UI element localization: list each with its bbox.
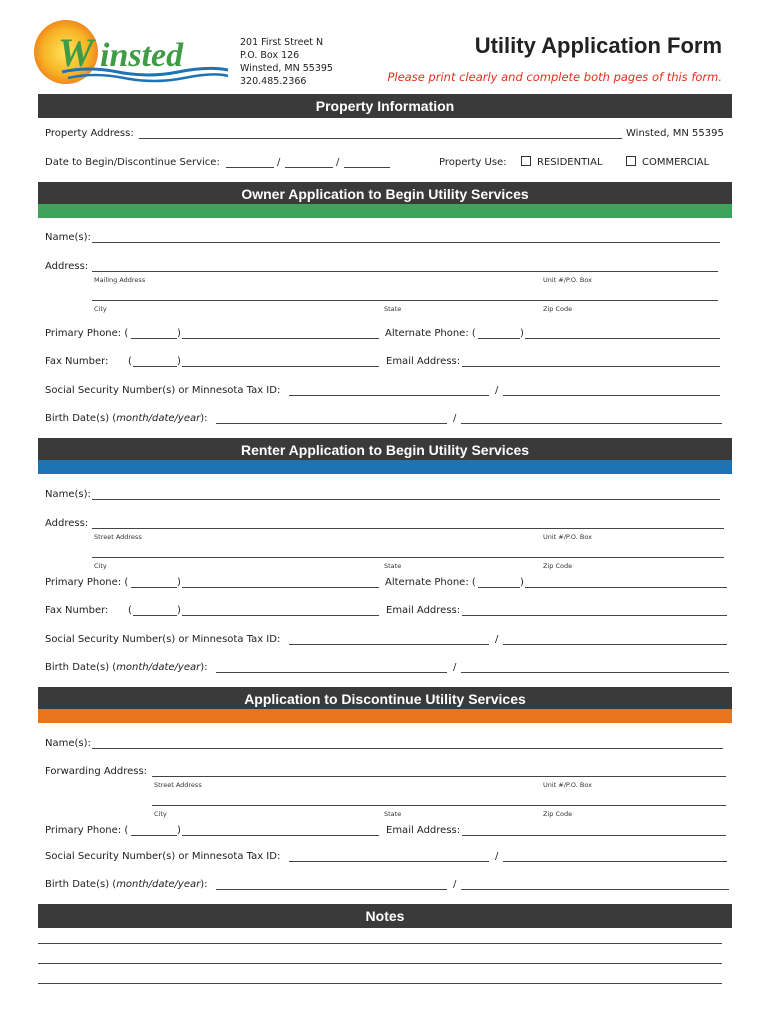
service-date-month-field[interactable] <box>226 167 274 168</box>
slash-separator: / <box>495 634 499 645</box>
state-caption: State <box>384 305 402 313</box>
svg-text:insted: insted <box>100 37 184 74</box>
birth-format: month/date/year <box>116 413 201 424</box>
notes-line[interactable] <box>38 983 722 984</box>
renter-address-label: Address: <box>45 518 89 529</box>
sun-logo-icon <box>28 20 238 86</box>
street-address-caption: Street Address <box>94 533 142 541</box>
service-date-year-field[interactable] <box>344 167 390 168</box>
renter-email-label: Email Address: <box>386 605 461 616</box>
commercial-checkbox[interactable] <box>626 156 709 168</box>
commercial-option-label: COMMERCIAL <box>642 157 710 168</box>
owner-birth-field-1[interactable] <box>216 423 447 424</box>
renter-birth-label <box>45 662 208 673</box>
discontinue-ssn-label: Social Security Number(s) or Minnesota Tax ID: <box>45 851 281 862</box>
renter-names-field[interactable] <box>92 499 720 500</box>
discontinue-email-field[interactable] <box>462 835 726 836</box>
address-line: P.O. Box 126 <box>240 50 300 61</box>
checkbox-icon <box>521 156 531 166</box>
mailing-address-caption: Mailing Address <box>94 276 146 284</box>
renter-fax-label: Fax Number: <box>45 605 109 616</box>
owner-address-label: Address: <box>45 261 89 272</box>
owner-alt-area-code-field[interactable] <box>478 338 520 339</box>
city-caption: City <box>154 810 167 818</box>
owner-primary-phone-label: Primary Phone: ( <box>45 328 129 339</box>
owner-alt-phone-label: Alternate Phone: ( <box>385 328 476 339</box>
section-header-owner: Owner Application to Begin Utility Services <box>38 182 732 206</box>
paren-close: ) <box>177 825 181 836</box>
renter-accent-strip <box>38 460 732 474</box>
renter-ssn-field-1[interactable] <box>289 644 489 645</box>
residential-checkbox[interactable] <box>521 156 603 168</box>
owner-fax-label: Fax Number: <box>45 356 109 367</box>
owner-mailing-address-field[interactable] <box>92 271 718 272</box>
winsted-logo <box>28 20 238 86</box>
owner-names-label: Name(s): <box>45 232 91 243</box>
service-date-label: Date to Begin/Discontinue Service: <box>45 157 220 168</box>
forwarding-address-label: Forwarding Address: <box>45 766 148 777</box>
renter-alt-phone-label: Alternate Phone: ( <box>385 577 476 588</box>
slash-separator: / <box>495 851 499 862</box>
paren-close: ) <box>520 328 524 339</box>
paren-close: ) <box>177 605 181 616</box>
service-date-day-field[interactable] <box>285 167 333 168</box>
renter-fax-field[interactable] <box>182 615 379 616</box>
renter-primary-phone-field[interactable] <box>182 587 379 588</box>
notes-line[interactable] <box>38 943 722 944</box>
renter-primary-area-code-field[interactable] <box>131 587 177 588</box>
birth-suffix: ): <box>200 662 208 673</box>
slash-separator: / <box>453 879 457 890</box>
discontinue-birth-field-2[interactable] <box>461 889 729 890</box>
birth-prefix: Birth Date(s) ( <box>45 662 117 673</box>
property-address-field[interactable] <box>139 138 622 139</box>
notes-line[interactable] <box>38 963 722 964</box>
discontinue-ssn-field-1[interactable] <box>289 861 489 862</box>
renter-alt-area-code-field[interactable] <box>478 587 520 588</box>
phone-number: 320.485.2366 <box>240 76 307 87</box>
birth-suffix: ): <box>200 879 208 890</box>
discontinue-area-code-field[interactable] <box>131 835 177 836</box>
discontinue-birth-field-1[interactable] <box>216 889 447 890</box>
owner-fax-field[interactable] <box>182 366 379 367</box>
address-line: 201 First Street N <box>240 37 324 48</box>
state-caption: State <box>384 810 402 818</box>
property-address-label: Property Address: <box>45 128 134 139</box>
city-caption: City <box>94 305 107 313</box>
discontinue-email-label: Email Address: <box>386 825 461 836</box>
unit-caption: Unit #/P.O. Box <box>543 276 592 284</box>
birth-prefix: Birth Date(s) ( <box>45 413 117 424</box>
unit-caption: Unit #/P.O. Box <box>543 533 592 541</box>
slash-separator: / <box>453 662 457 673</box>
owner-names-field[interactable] <box>92 242 720 243</box>
discontinue-ssn-field-2[interactable] <box>503 861 727 862</box>
property-use-label: Property Use: <box>439 157 507 168</box>
renter-alt-phone-field[interactable] <box>525 587 727 588</box>
renter-ssn-field-2[interactable] <box>503 644 727 645</box>
section-header-notes: Notes <box>38 904 732 928</box>
checkbox-icon <box>626 156 636 166</box>
birth-format: month/date/year <box>116 879 201 890</box>
residential-option-label: RESIDENTIAL <box>537 157 603 168</box>
forwarding-street-address-field[interactable] <box>152 776 726 777</box>
renter-birth-field-1[interactable] <box>216 672 447 673</box>
office-address <box>240 36 333 88</box>
owner-birth-field-2[interactable] <box>461 423 722 424</box>
owner-birth-label <box>45 413 208 424</box>
owner-primary-area-code-field[interactable] <box>131 338 177 339</box>
zip-caption: Zip Code <box>543 305 573 313</box>
unit-caption: Unit #/P.O. Box <box>543 781 592 789</box>
renter-street-address-field[interactable] <box>92 528 724 529</box>
owner-ssn-field-2[interactable] <box>503 395 720 396</box>
birth-suffix: ): <box>200 413 208 424</box>
owner-fax-area-code-field[interactable] <box>133 366 177 367</box>
discontinue-phone-field[interactable] <box>182 835 379 836</box>
section-header-renter: Renter Application to Begin Utility Services <box>38 438 732 462</box>
form-instructions: Please print clearly and complete both pages of this form. <box>387 70 722 84</box>
section-header-discontinue: Application to Discontinue Utility Services <box>38 687 732 711</box>
discontinue-names-field[interactable] <box>92 748 723 749</box>
owner-email-label: Email Address: <box>386 356 461 367</box>
city-caption: City <box>94 562 107 570</box>
renter-ssn-label: Social Security Number(s) or Minnesota Tax ID: <box>45 634 281 645</box>
renter-birth-field-2[interactable] <box>461 672 729 673</box>
slash-separator: / <box>453 413 457 424</box>
discontinue-birth-label <box>45 879 208 890</box>
paren-close: ) <box>177 356 181 367</box>
paren-close: ) <box>177 328 181 339</box>
date-separator: / <box>277 157 281 168</box>
paren-open: ( <box>128 605 132 616</box>
owner-city-state-zip-field[interactable] <box>92 300 718 301</box>
slash-separator: / <box>495 385 499 396</box>
renter-names-label: Name(s): <box>45 489 91 500</box>
discontinue-primary-phone-label: Primary Phone: ( <box>45 825 129 836</box>
paren-close: ) <box>177 577 181 588</box>
date-separator: / <box>336 157 340 168</box>
birth-format: month/date/year <box>116 662 201 673</box>
owner-ssn-label: Social Security Number(s) or Minnesota Tax ID: <box>45 385 281 396</box>
renter-fax-area-code-field[interactable] <box>133 615 177 616</box>
owner-accent-strip <box>38 204 732 218</box>
form-title: Utility Application Form <box>474 33 722 58</box>
owner-ssn-field-1[interactable] <box>289 395 489 396</box>
birth-prefix: Birth Date(s) ( <box>45 879 117 890</box>
paren-open: ( <box>128 356 132 367</box>
owner-primary-phone-field[interactable] <box>182 338 379 339</box>
property-city-text: Winsted, MN 55395 <box>626 128 724 139</box>
state-caption: State <box>384 562 402 570</box>
renter-email-field[interactable] <box>462 615 727 616</box>
renter-primary-phone-label: Primary Phone: ( <box>45 577 129 588</box>
discontinue-names-label: Name(s): <box>45 738 91 749</box>
forwarding-city-state-zip-field[interactable] <box>152 805 726 806</box>
owner-alt-phone-field[interactable] <box>525 338 720 339</box>
owner-email-field[interactable] <box>462 366 720 367</box>
section-header-property: Property Information <box>38 94 732 118</box>
zip-caption: Zip Code <box>543 810 573 818</box>
renter-city-state-zip-field[interactable] <box>92 557 724 558</box>
paren-close: ) <box>520 577 524 588</box>
address-line: Winsted, MN 55395 <box>240 63 333 74</box>
discontinue-accent-strip <box>38 709 732 723</box>
street-address-caption: Street Address <box>154 781 202 789</box>
svg-text:W: W <box>58 30 94 75</box>
zip-caption: Zip Code <box>543 562 573 570</box>
